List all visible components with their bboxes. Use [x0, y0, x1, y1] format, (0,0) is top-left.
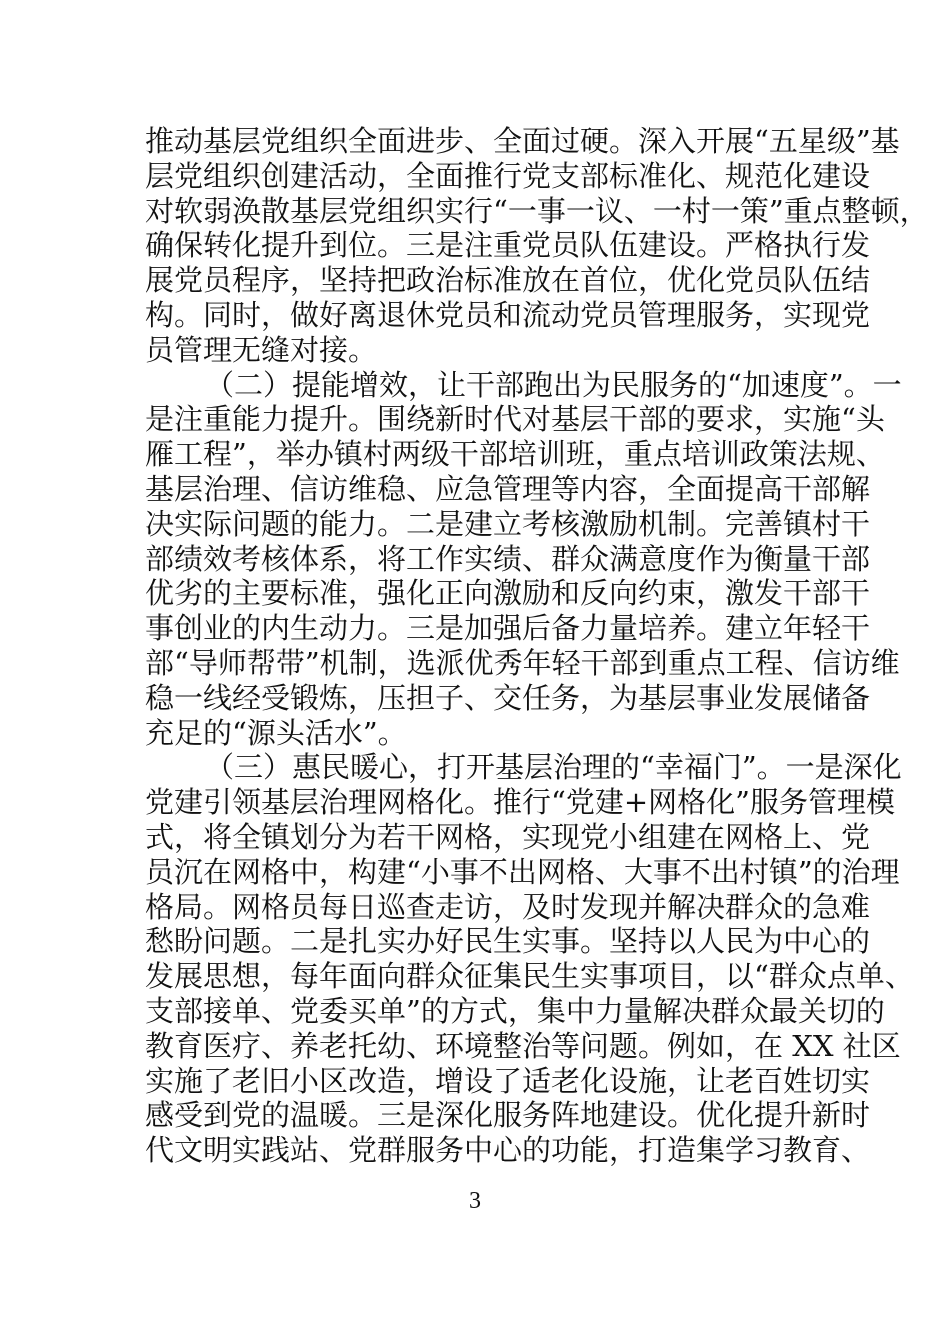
paragraph [145, 367, 902, 751]
text-line: 推动基层党组织全面进步、全面过硬。深入开展“五星级”基 [145, 124, 900, 158]
text-line: 确保转化提升到位。三是注重党员队伍建设。严格执行发 [145, 228, 871, 263]
text-line: 实施了老旧小区改造，增设了适老化设施，让老百姓切实 [145, 1063, 871, 1098]
text-line: 党建引领基层治理网格化。推行“党建+网格化”服务管理模 [145, 785, 895, 820]
page-number: 3 [469, 1188, 481, 1214]
text-line: 教育医疗、养老托幼、环境整治等问题。例如，在 XX 社区 [145, 1028, 901, 1063]
text-line: 部绩效考核体系，将工作实绩、群众满意度作为衡量干部 [145, 541, 871, 576]
paragraph [145, 124, 929, 368]
text-line: 层党组织创建活动，全面推行党支部标准化、规范化建设 [145, 158, 871, 193]
text-line: 发展思想，每年面向群众征集民生实事项目，以“群众点单、 [145, 959, 914, 994]
text-line: （二）提能增效，让干部跑出为民服务的“加速度”。一 [205, 367, 902, 402]
text-line: 基层治理、信访维稳、应急管理等内容，全面提高干部解 [145, 471, 871, 506]
text-line: 是注重能力提升。围绕新时代对基层干部的要求，实施“头 [145, 402, 885, 437]
text-line: 优劣的主要标准，强化正向激励和反向约束，激发干部干 [145, 576, 871, 611]
text-line: 格局。网格员每日巡查走访，及时发现并解决群众的急难 [145, 889, 871, 924]
text-line: 事创业的内生动力。三是加强后备力量培养。建立年轻干 [145, 611, 871, 646]
text-line: 充足的“源头活水”。 [145, 715, 407, 750]
text-line: （三）惠民暖心，打开基层治理的“幸福门”。一是深化 [205, 750, 902, 785]
text-line: 员管理无缝对接。 [145, 332, 378, 367]
text-line: 部“导师帮带”机制，选派优秀年轻干部到重点工程、信访维 [145, 645, 900, 680]
text-line: 雁工程”，举办镇村两级干部培训班，重点培训政策法规、 [145, 437, 885, 472]
text-line: 感受到党的温暖。三是深化服务阵地建设。优化提升新时 [145, 1098, 871, 1133]
text-line: 员沉在网格中，构建“小事不出网格、大事不出村镇”的治理 [145, 854, 900, 889]
text-line: 展党员程序，坚持把政治标准放在首位，优化党员队伍结 [145, 263, 871, 298]
text-line: 支部接单、党委买单”的方式，集中力量解决群众最关切的 [145, 993, 885, 1028]
text-line: 稳一线经受锻炼，压担子、交任务，为基层事业发展储备 [145, 680, 871, 715]
text-line: 构。同时，做好离退休党员和流动党员管理服务，实现党 [145, 297, 871, 332]
document-body [145, 124, 929, 1168]
text-line: 代文明实践站、党群服务中心的功能，打造集学习教育、 [145, 1133, 871, 1168]
paragraph [145, 750, 914, 1168]
text-line: 决实际问题的能力。二是建立考核激励机制。完善镇村干 [145, 506, 871, 541]
text-line: 对软弱涣散基层党组织实行“一事一议、一村一策”重点整顿， [145, 193, 929, 228]
text-line: 式，将全镇划分为若干网格，实现党小组建在网格上、党 [145, 819, 871, 854]
text-line: 愁盼问题。二是扎实办好民生实事。坚持以人民为中心的 [145, 924, 871, 959]
